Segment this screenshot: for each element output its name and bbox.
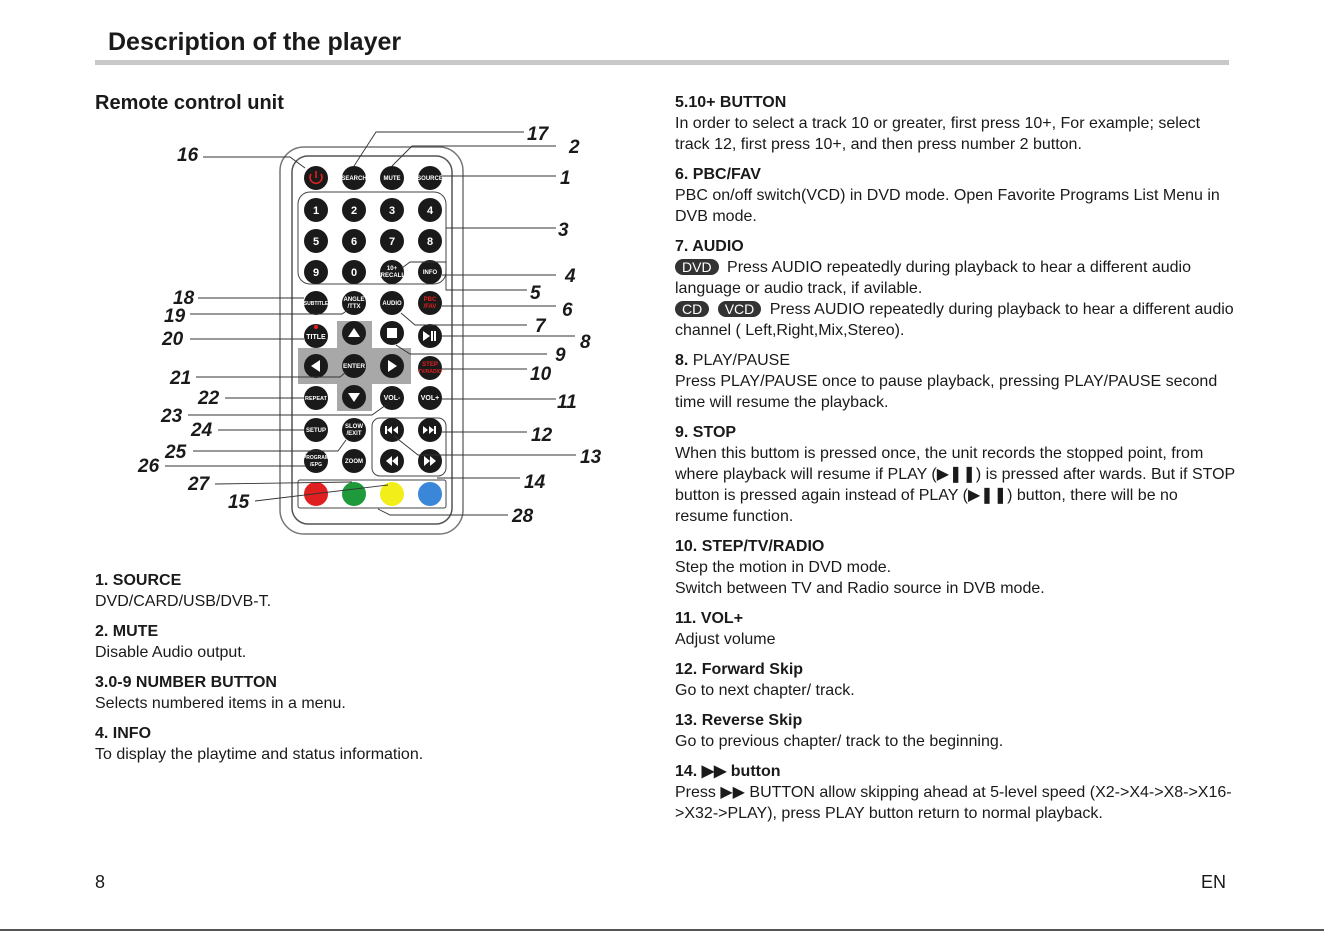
callout-1: 1 xyxy=(560,168,571,189)
callout-28: 28 xyxy=(512,506,534,527)
recall-label: /RECALL xyxy=(379,273,405,279)
list-item xyxy=(95,570,635,612)
repeat-button-label: REPEAT xyxy=(305,396,327,402)
callout-3: 3 xyxy=(558,220,569,241)
left-descriptions xyxy=(95,570,635,774)
callout-27: 27 xyxy=(188,474,210,495)
list-item xyxy=(675,761,1235,824)
callout-12: 12 xyxy=(531,425,553,446)
enter-button-label: ENTER xyxy=(342,363,366,370)
item-heading: 8. PLAY/PAUSE xyxy=(675,352,791,369)
item-description: DVD/CARD/USB/DVB-T. xyxy=(95,593,272,610)
item-heading: 2. MUTE xyxy=(95,623,159,640)
item-description: Step the motion in DVD mode. xyxy=(675,559,892,576)
exit-label: /EXIT xyxy=(346,431,362,437)
list-item xyxy=(675,710,1235,752)
callout-9: 9 xyxy=(555,345,566,366)
callout-4: 4 xyxy=(565,266,576,287)
number-9-label: 9 xyxy=(312,267,320,279)
item-heading: 4. INFO xyxy=(95,725,152,742)
item-description: Go to previous chapter/ track to the beginning. xyxy=(675,733,1004,750)
step-tv-radio-button[interactable] xyxy=(418,356,442,380)
epg-label: /EPG xyxy=(310,462,322,468)
item-description: Press ▶▶ BUTTON allow skipping ahead at 5-level speed (X2->X4->X8->X16->X32->PLAY), press PLAY button return to normal playback. xyxy=(675,784,1232,822)
footer-divider xyxy=(0,929,1324,931)
item-description: Switch between TV and Radio source in DVB mode. xyxy=(675,580,1045,597)
number-8-label: 8 xyxy=(426,236,434,248)
dvd-badge: DVD xyxy=(675,259,719,275)
number-2-label: 2 xyxy=(350,205,358,217)
callout-19: 19 xyxy=(164,306,186,327)
number-7-label: 7 xyxy=(388,236,396,248)
list-item xyxy=(95,723,635,765)
number-6-label: 6 xyxy=(350,236,358,248)
audio-button-label: AUDIO xyxy=(382,301,402,307)
list-item xyxy=(675,92,1235,155)
blue-button[interactable] xyxy=(418,482,442,506)
program-label: PROGRAM xyxy=(302,455,330,461)
cd-badge: CD xyxy=(675,301,709,317)
page-number: 8 xyxy=(95,872,106,892)
item-heading: 11. VOL+ xyxy=(675,610,744,627)
callout-18: 18 xyxy=(173,288,195,309)
callout-11: 11 xyxy=(557,392,577,413)
slow-exit-button[interactable] xyxy=(342,418,366,442)
item-heading: 10. STEP/TV/RADIO xyxy=(675,538,825,555)
item-heading: 7. AUDIO xyxy=(675,238,744,255)
search-button-label: SEARCH xyxy=(341,176,367,182)
list-item xyxy=(675,422,1235,527)
play-pause-icon: ▶❚❚ xyxy=(936,466,976,483)
stop-icon xyxy=(387,328,397,338)
callout-23: 23 xyxy=(161,406,183,427)
list-item xyxy=(95,621,635,663)
callout-5: 5 xyxy=(530,283,541,304)
callout-21: 21 xyxy=(170,368,192,389)
number-4-label: 4 xyxy=(426,205,434,217)
item-heading: 6. PBC/FAV xyxy=(675,166,761,183)
play-pause-icon: ▶❚❚ xyxy=(967,487,1008,504)
item-heading: 1. SOURCE xyxy=(95,572,182,589)
vol-minus-label: VOL- xyxy=(383,395,401,402)
setup-button-label: SETUP xyxy=(305,428,327,434)
callout-22: 22 xyxy=(198,388,220,409)
vcd-badge: VCD xyxy=(718,301,762,317)
callout-26: 26 xyxy=(138,456,160,477)
callout-24: 24 xyxy=(191,420,213,441)
page-title: Description of the player xyxy=(108,28,402,56)
number-1-label: 1 xyxy=(312,205,320,217)
callout-2: 2 xyxy=(569,137,580,158)
item-heading: 9. STOP xyxy=(675,424,737,441)
ttx-label: /TTX xyxy=(347,304,361,310)
item-description: When this buttom is pressed once, the unit records the stopped point, from where playback will resume if PLAY (▶❚❚) is pressed after wards. But if STOP button is pressed again instead of PLAY (▶❚❚) button, there will be no resume function. xyxy=(675,445,1235,525)
callout-7: 7 xyxy=(535,316,546,337)
section-title: Remote control unit xyxy=(95,92,284,114)
callout-16: 16 xyxy=(177,145,199,166)
fav-label: /FAV xyxy=(423,304,437,310)
number-0-label: 0 xyxy=(350,267,358,279)
callout-6: 6 xyxy=(562,300,573,321)
list-item xyxy=(675,608,1235,650)
item-description: Disable Audio output. xyxy=(95,644,247,661)
item-description: Press PLAY/PAUSE once to pause playback, pressing PLAY/PAUSE second time will resume the playback. xyxy=(675,373,1218,411)
list-item xyxy=(95,672,635,714)
step-label: STEP xyxy=(422,362,438,368)
callout-14: 14 xyxy=(524,472,546,493)
callout-17: 17 xyxy=(527,124,549,145)
item-heading: 3.0-9 NUMBER BUTTON xyxy=(95,674,277,691)
item-heading: 5.10+ BUTTON xyxy=(675,94,787,111)
program-epg-button[interactable] xyxy=(304,449,328,473)
callout-8: 8 xyxy=(580,332,591,353)
title-button-label: TITLE xyxy=(306,334,326,341)
pbc-label: PBC xyxy=(423,297,437,303)
record-dot-icon xyxy=(314,325,318,329)
subtitle-button-label: SUBTITLE xyxy=(303,301,329,307)
callout-25: 25 xyxy=(165,442,187,463)
zoom-button-label: ZOOM xyxy=(345,459,363,465)
item-description: PBC on/off switch(VCD) in DVD mode. Open Favorite Programs List Menu in DVB mode. xyxy=(675,187,1220,225)
list-item xyxy=(675,659,1235,701)
item-heading: 12. Forward Skip xyxy=(675,661,804,678)
green-button[interactable] xyxy=(342,482,366,506)
item-description: CD VCD Press AUDIO repeatedly during playback to hear a different audio channel ( Left,Right,Mix,Stereo). xyxy=(675,301,1234,339)
angle-label: ANGLE xyxy=(343,297,365,303)
number-3-label: 3 xyxy=(388,205,396,217)
item-heading: 14. ▶▶ button xyxy=(675,763,781,780)
slow-label: SLOW xyxy=(345,424,363,430)
callout-15: 15 xyxy=(228,492,250,513)
right-descriptions xyxy=(675,92,1235,833)
fast-forward-icon: ▶▶ xyxy=(720,784,745,801)
item-description: Go to next chapter/ track. xyxy=(675,682,855,699)
pbc-fav-button[interactable] xyxy=(418,291,442,315)
source-button-label: SOURCE xyxy=(417,176,443,182)
mute-button-label: MUTE xyxy=(383,176,401,182)
list-item xyxy=(675,350,1235,413)
tv-radio-label: TV/RADIO xyxy=(418,369,442,375)
list-item xyxy=(675,164,1235,227)
item-description: Selects numbered items in a menu. xyxy=(95,695,346,712)
info-button-label: INFO xyxy=(422,270,438,276)
ten-plus-button[interactable] xyxy=(380,260,404,284)
callout-10: 10 xyxy=(530,364,552,385)
number-5-label: 5 xyxy=(312,236,320,248)
item-description: Adjust volume xyxy=(675,631,776,648)
item-description: To display the playtime and status information. xyxy=(95,746,424,763)
ten-plus-label: 10+ xyxy=(386,266,398,272)
list-item xyxy=(675,536,1235,599)
item-description: DVD Press AUDIO repeatedly during playback to hear a different audio language or audio track, if avilable. xyxy=(675,259,1191,297)
language-code: EN xyxy=(1201,872,1227,892)
callout-13: 13 xyxy=(580,447,602,468)
vol-plus-label: VOL+ xyxy=(420,395,440,402)
fast-forward-icon: ▶▶ xyxy=(701,763,727,780)
list-item xyxy=(675,236,1235,341)
item-heading: 13. Reverse Skip xyxy=(675,712,803,729)
item-description: In order to select a track 10 or greater, first press 10+, For example; select track 12, first press 10+, and then press number 2 button. xyxy=(675,115,1201,153)
callout-20: 20 xyxy=(162,329,184,350)
